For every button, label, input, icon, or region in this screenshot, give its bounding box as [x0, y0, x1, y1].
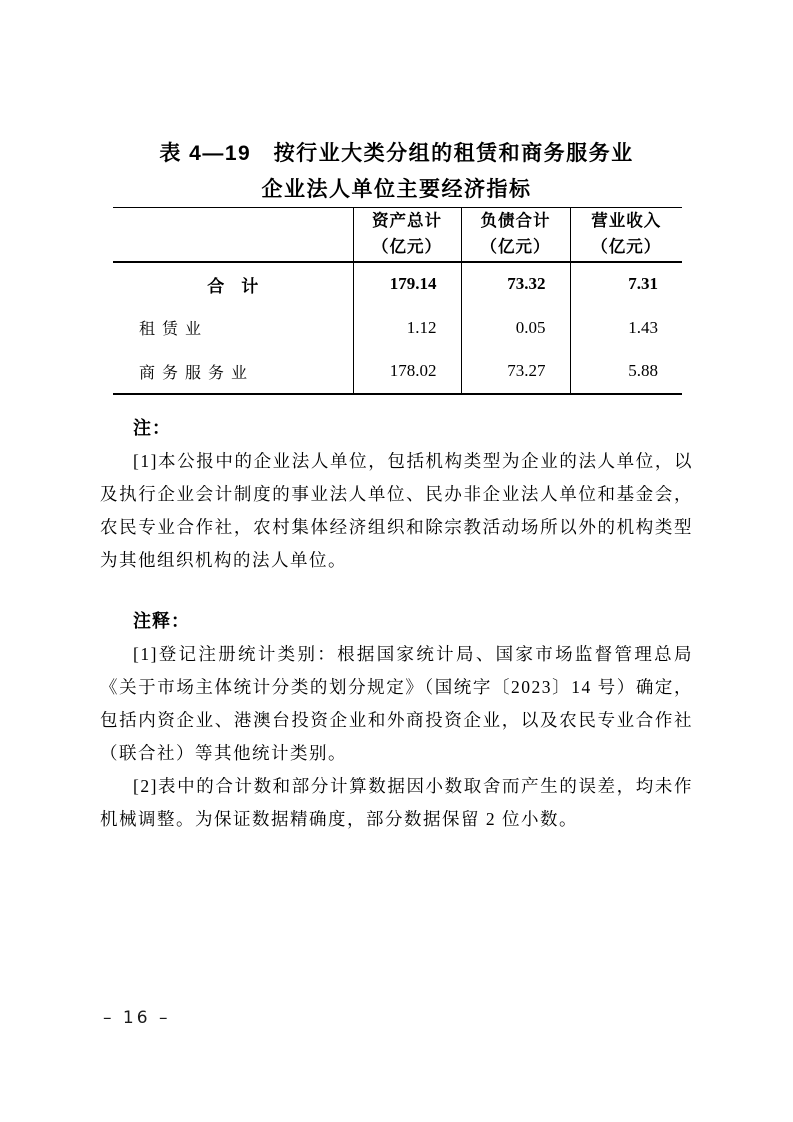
col-header-liabilities [461, 208, 570, 262]
table-title-line1: 表 4—19 按行业大类分组的租赁和商务服务业 [159, 142, 634, 165]
notes-section [100, 412, 693, 577]
table-title-line2: 企业法人单位主要经济指标 [261, 178, 532, 201]
row-label-total: 合 计 [207, 276, 259, 296]
note-paragraph-1: [1]本公报中的企业法人单位，包括机构类型为企业的法人单位，以及执行企业会计制度的事业法人单位、民办非企业法人单位和基金会，农民专业合作社，农村集体经济组织和除宗教活动场所以外的机构类型为其他组织机构的法人单位。 [100, 451, 693, 570]
table-row-leasing [113, 306, 682, 350]
leasing-liabilities-value: 0.05 [461, 306, 570, 350]
header-row [113, 208, 682, 262]
annotations-heading: 注释： [133, 611, 190, 631]
business-services-revenue-value: 5.88 [570, 350, 682, 394]
table-row-total [113, 262, 682, 306]
total-assets-value: 179.14 [353, 262, 461, 306]
economic-indicators-table [113, 207, 682, 395]
notes-heading: 注： [133, 418, 171, 438]
annotations-section [100, 605, 693, 836]
stub-header-cell [113, 208, 353, 262]
annotation-paragraph-1: [1]登记注册统计类别：根据国家统计局、国家市场监督管理总局《关于市场主体统计分类的划分规定》（国统字〔2023〕14 号）确定，包括内资企业、港澳台投资企业和外商投资企业，以及农民专业合作社（联合社）等其他统计类别。 [100, 644, 693, 763]
col-header-revenue [570, 208, 682, 262]
leasing-assets-value: 1.12 [353, 306, 461, 350]
col-header-revenue-title: 营业收入 [591, 212, 662, 231]
row-label-leasing: 租赁业 [139, 321, 209, 338]
col-header-assets [353, 208, 461, 262]
col-header-assets-unit: （亿元） [372, 238, 442, 257]
row-label-business-services: 商务服务业 [113, 350, 353, 394]
col-header-assets-title: 资产总计 [372, 212, 442, 231]
col-header-revenue-unit: （亿元） [591, 238, 662, 257]
page-number: – 16 – [103, 1008, 171, 1028]
col-header-liabilities-unit: （亿元） [480, 238, 551, 257]
table-title [0, 136, 793, 208]
annotation-paragraph-2: [2]表中的合计数和部分计算数据因小数取舍而产生的误差，均未作机械调整。为保证数据精确度，部分数据保留 2 位小数。 [100, 776, 693, 829]
table-row-business-services [113, 350, 682, 394]
business-services-assets-value: 178.02 [353, 350, 461, 394]
col-header-liabilities-title: 负债合计 [480, 212, 551, 231]
leasing-revenue-value: 1.43 [570, 306, 682, 350]
total-liabilities-value: 73.32 [461, 262, 570, 306]
total-revenue-value: 7.31 [570, 262, 682, 306]
business-services-liabilities-value: 73.27 [461, 350, 570, 394]
